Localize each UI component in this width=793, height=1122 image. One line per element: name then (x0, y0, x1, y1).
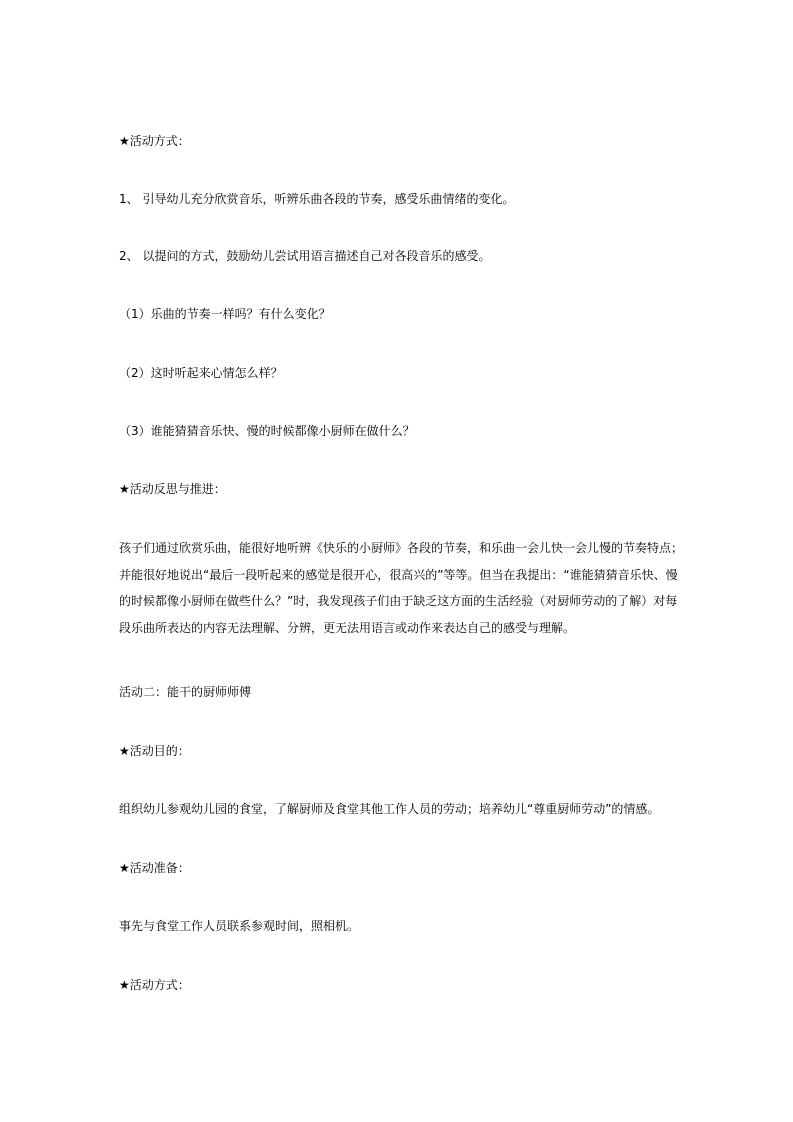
reflection-heading: ★活动反思与推进： (119, 482, 226, 496)
reflection-line: 段乐曲所表达的内容无法理解、分辨，更无法用语言或动作来表达自己的感受与理解。 (119, 621, 576, 636)
activity-prep-heading: ★活动准备： (119, 861, 190, 875)
activity-prep-text: 事先与食堂工作人员联系参观时间，照相机。 (119, 919, 360, 933)
reflection-line: 孩子们通过欣赏乐曲，能很好地听辨《快乐的小厨师》各段的节奏，和乐曲一会儿快一会儿慢的节奏特点； (119, 541, 684, 555)
method-item-1: 1、 引导幼儿充分欣赏音乐，听辨乐曲各段的节奏，感受乐曲情绪的变化。 (119, 192, 515, 206)
question-2: （2）这时听起来心情怎么样？ (119, 366, 283, 380)
activity-method-heading-2: ★活动方式： (119, 978, 190, 992)
question-3: （3）谁能猜猜音乐快、慢的时候都像小厨师在做什么？ (119, 424, 415, 438)
activity-two-title: 活动二：能干的厨师师傅 (119, 685, 252, 699)
method-item-2: 2、 以提问的方式，鼓励幼儿尝试用语言描述自己对各段音乐的感受。 (119, 249, 491, 263)
activity-method-heading: ★活动方式： (119, 134, 190, 148)
question-1: （1）乐曲的节奏一样吗？有什么变化？ (119, 307, 331, 321)
reflection-line: 的时候都像小厨师在做些什么？”时，我发现孩子们由于缺乏这方面的生活经验（对厨师劳动的了解）对每 (119, 594, 678, 609)
reflection-paragraph (119, 535, 684, 642)
activity-goal-heading: ★活动目的： (119, 744, 190, 758)
activity-goal-text: 组织幼儿参观幼儿园的食堂，了解厨师及食堂其他工作人员的劳动；培养幼儿“尊重厨师劳动”的情感。 (119, 802, 660, 816)
reflection-line: 并能很好地说出“最后一段听起来的感觉是很开心，很高兴的”等等。但当在我提出：“谁能猜猜音乐快、慢 (119, 567, 678, 582)
